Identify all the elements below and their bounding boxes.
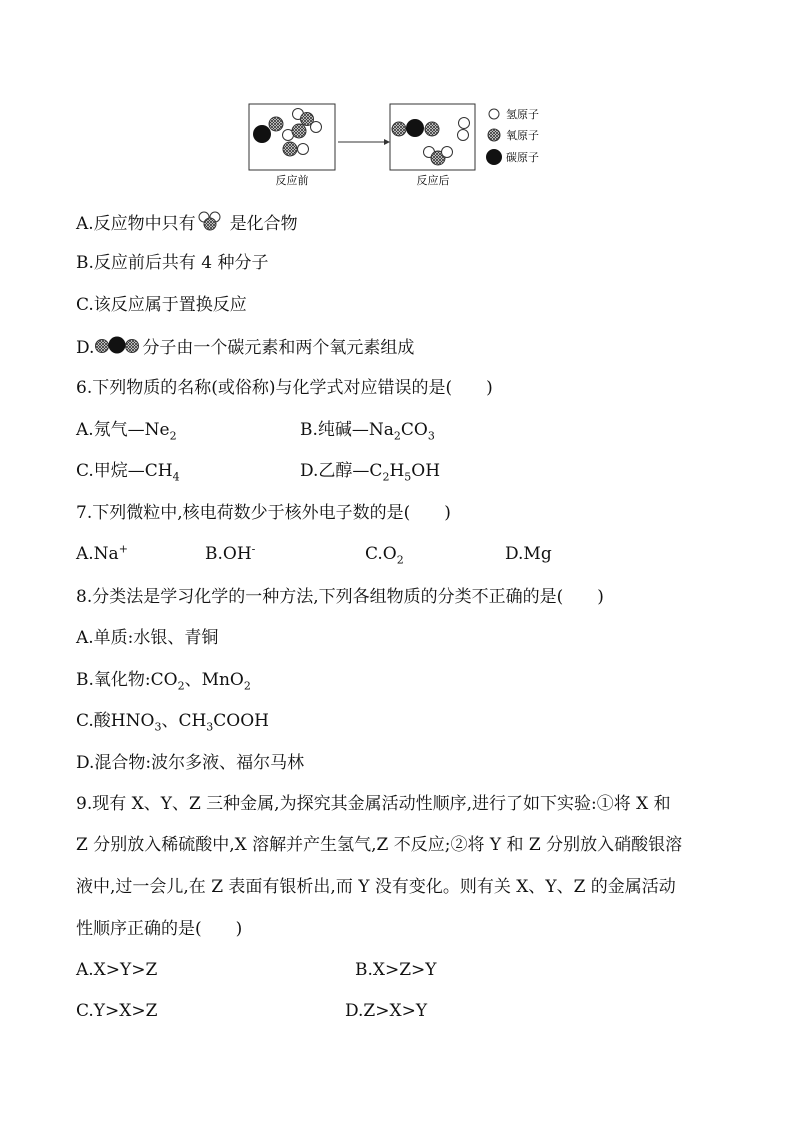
q9-option-a[interactable]: A.X>Y>Z — [76, 960, 158, 980]
q7-option-a[interactable]: A.Na+ — [76, 542, 128, 564]
white-circle-icon — [489, 109, 499, 119]
q7-stem: 7.下列微粒中,核电荷数少于核外电子数的是( ) — [76, 503, 451, 523]
water-molecule-icon — [196, 210, 230, 232]
q6-stem: 6.下列物质的名称(或俗称)与化学式对应错误的是( ) — [76, 378, 493, 398]
q5-option-c[interactable]: C.该反应属于置换反应 — [76, 295, 247, 315]
q8-option-a[interactable]: A.单质:水银、青铜 — [76, 628, 219, 648]
q8-option-c[interactable]: C.酸$HNO_3$、$CH_3COOH$ — [76, 711, 270, 734]
hatched-circle-icon — [488, 129, 500, 141]
q6-option-d[interactable]: D.乙醇$—C_2H_5OH$ — [300, 461, 441, 484]
q5-option-b[interactable]: B.反应前后共有 4 种分子 — [76, 253, 269, 273]
q9-stem-line2: Z 分别放入稀硫酸中,X 溶解并产生氢气,Z 不反应;②将 Y 和 Z 分别放入硝酸银溶 — [76, 835, 683, 855]
q8-stem: 8.分类法是学习化学的一种方法,下列各组物质的分类不正确的是( ) — [76, 587, 604, 607]
q7-option-d[interactable]: D.Mg — [505, 544, 552, 564]
q6-option-a[interactable]: A.氖气$—Ne_2$ — [76, 420, 177, 443]
q5-option-a[interactable]: A.反应物中只有 是化合物 — [76, 210, 298, 235]
q9-option-b[interactable]: B.X>Z>Y — [355, 960, 437, 980]
q6-option-c[interactable]: C.甲烷$—CH_4$ — [76, 461, 180, 484]
q9-option-d[interactable]: D.Z>X>Y — [345, 1001, 428, 1021]
q9-option-c[interactable]: C.Y>X>Z — [76, 1001, 158, 1021]
legend-carbon: 碳原子 — [506, 151, 539, 164]
q8-option-b[interactable]: B.氧化物$:CO_2$、MnO$_2$ — [76, 670, 251, 693]
q5-option-d[interactable]: D. 分子由一个碳元素和两个氧元素组成 — [76, 335, 414, 359]
after-label: 反应后 — [416, 174, 450, 187]
q8-option-d[interactable]: D.混合物:波尔多液、福尔马林 — [76, 753, 305, 773]
q7-option-b[interactable]: B.OH- — [205, 542, 256, 564]
legend — [486, 107, 539, 165]
co2-molecule-icon — [94, 335, 142, 357]
q7-option-c[interactable]: $C.O_2$ — [365, 544, 404, 567]
q9-stem-line3: 液中,过一会儿,在 Z 表面有银析出,而 Y 没有变化。则有关 X、Y、Z 的金属活动 — [76, 877, 676, 897]
legend-oxygen: 氧原子 — [506, 129, 539, 142]
q9-stem-line4: 性顺序正确的是( ) — [76, 919, 243, 939]
legend-hydrogen: 氢原子 — [506, 108, 539, 121]
before-label: 反应前 — [275, 174, 309, 187]
q9-stem-line1: 9.现有 X、Y、Z 三种金属,为探究其金属活动性顺序,进行了如下实验:①将 X 和 — [76, 794, 671, 814]
q6-option-b[interactable]: B.纯碱$—Na_2CO_3$ — [300, 420, 435, 443]
black-circle-icon — [486, 149, 502, 165]
reaction-diagram — [248, 100, 558, 192]
